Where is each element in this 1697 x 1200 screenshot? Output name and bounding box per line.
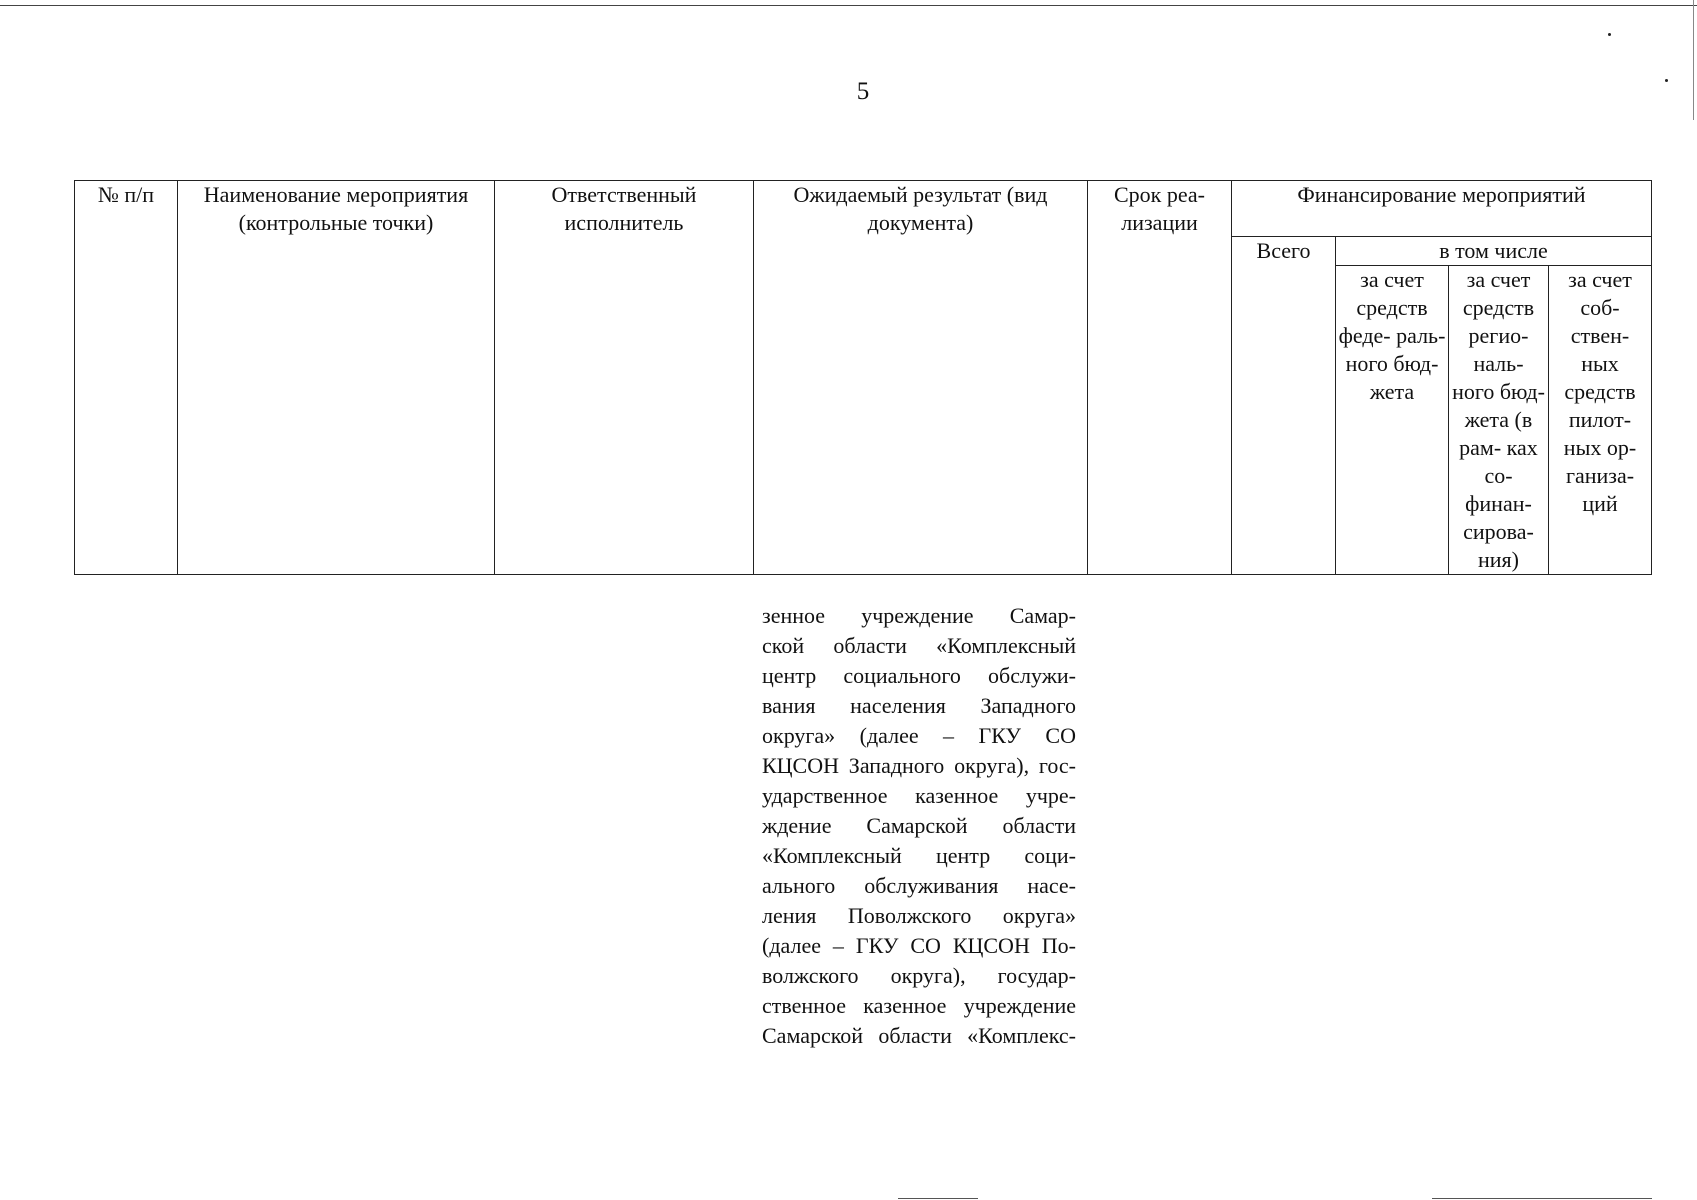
header-financing: Финансирование мероприятий [1232,181,1652,237]
text-line: ударственное казенное учре- [762,783,1076,808]
activities-table [74,180,1652,575]
scan-mark [898,1198,978,1199]
header-executor: Ответственный исполнитель [495,181,754,575]
header-expected-result: Ожидаемый результат (вид документа) [754,181,1088,575]
text-line: ждение Самарской области [762,813,1076,838]
header-total: Всего [1232,237,1336,575]
text-line: центр социального обслужи- [762,663,1076,688]
text-line: вания населения Западного [762,693,1076,718]
text-line: «Комплексный центр соци- [762,843,1076,868]
text-line: зенное учреждение Самар- [762,603,1076,628]
header-activity-name: Наименование мероприятия (контрольные точки) [178,181,495,575]
text-line: ления Поволжского округа» [762,903,1076,928]
continued-executor-text [762,601,1076,1051]
header-term: Срок реа- лизации [1088,181,1232,575]
text-line: волжского округа), государ- [762,963,1076,988]
scan-top-border [0,5,1697,6]
text-line: Самарской области «Комплекс- [762,1023,1076,1048]
scan-speck [1608,33,1611,36]
header-number: № п/п [75,181,178,575]
text-line: ской области «Комплексный [762,633,1076,658]
header-own-funds: за счет соб- ствен- ных средств пилот- ных ор- ганиза- ций [1549,266,1652,575]
page-number: 5 [856,78,870,105]
text-line: ственное казенное учреждение [762,993,1076,1018]
scan-mark [1432,1198,1652,1199]
header-federal-budget: за счет средств феде- раль- ного бюд- жета [1336,266,1449,575]
text-line: ального обслуживания насе- [762,873,1076,898]
header-including: в том числе [1336,237,1652,266]
header-regional-budget: за счет средств регио- наль- ного бюд- жета (в рам- ках со- финан- сирова- ния) [1449,266,1549,575]
text-line: (далее – ГКУ СО КЦСОН По- [762,933,1076,958]
text-line: округа» (далее – ГКУ СО [762,723,1076,748]
text-line: КЦСОН Западного округа), гос- [762,753,1076,778]
